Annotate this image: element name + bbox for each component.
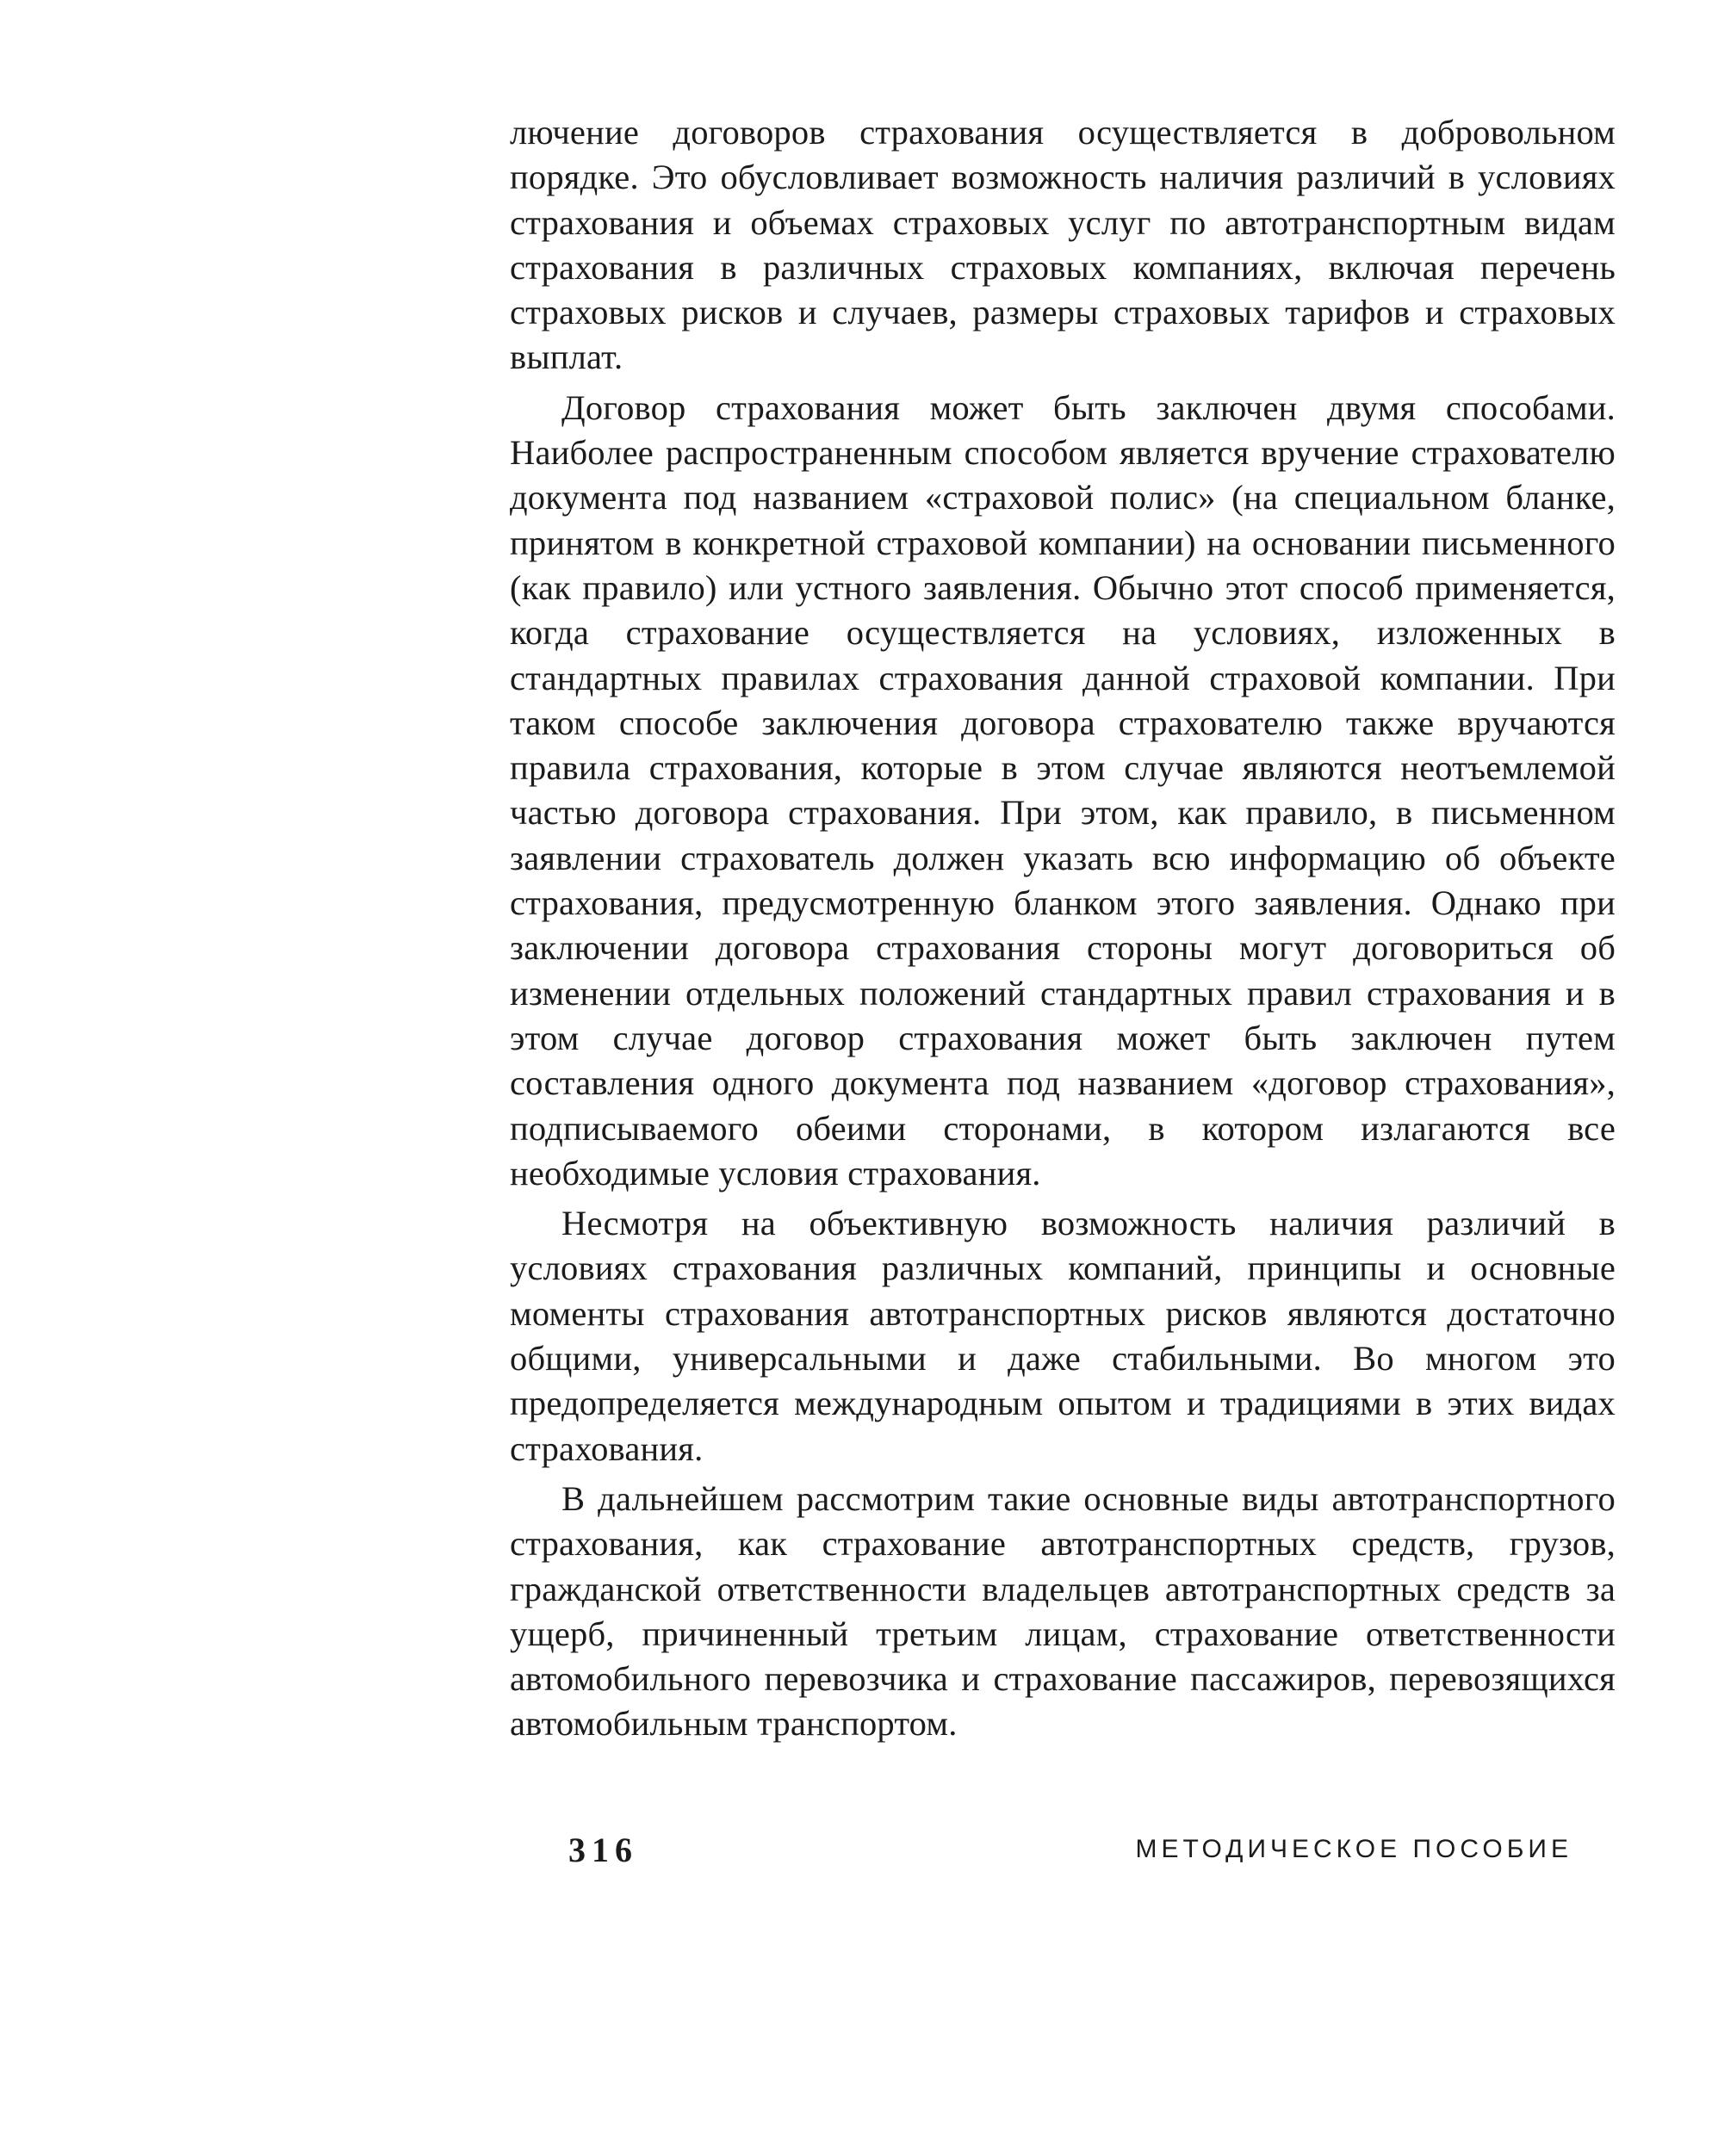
paragraph-types-overview: В дальнейшем рассмотрим такие основные виды автотранспортного страхования, как страхование автотранспортных средств, грузов, гражданской ответственности владельцев автотранспортных средств за ущерб, причиненный третьим лицам, страхование ответственности автомобильного перевозчика и страхование пассажиров, перевозящихся автомобильным транспортом. <box>510 1478 1616 1744</box>
page-footer <box>568 1824 1572 1875</box>
paragraph-contract-methods: Договор страхования может быть заключен двумя способами. Наиболее распространенным способом является вручение страхователю документа под названием «страховой полис» (на специальном бланке, принятом в конкретной страховой компании) на основании письменного (как правило) или устного заявления. Обычно этот способ применяется, когда страхование осуществляется на условиях, изложенных в стандартных правилах страхования данной страховой компании. При таком способе заключения договора страхователю также вручаются правила страхования, которые в этом случае являются неотъемлемой частью договора страхования. При этом, как правило, в письменном заявлении страхователь должен указать всю информацию об объекте страхования, предусмотренную бланком этого заявления. Однако при заключении договора страхования стороны могут договориться об изменении отдельных положений стандартных правил страхования и в этом случае договор страхования может быть заключен путем составления одного документа под названием «договор страхования», подписываемого обеими сторонами, в котором излагаются все необходимые условия страхования. <box>510 387 1616 1193</box>
body-text <box>510 110 1616 1747</box>
paragraph-continuation: лючение договоров страхования осуществляется в добровольном порядке. Это обусловливает возможность наличия различий в условиях страхования и объемах страховых услуг по автотранспортным видам страхования в различных страховых компаниях, включая перечень страховых рисков и случаев, размеры страховых тарифов и страховых выплат. <box>510 113 1616 377</box>
paragraph-principles: Несмотря на объективную возможность наличия различий в условиях страхования различных компаний, принципы и основные моменты страхования автотранспортных рисков являются достаточно общими, универсальными и даже стабильными. Во многом это предопределяется международным опытом и традициями в этих видах страхования. <box>510 1204 1616 1468</box>
running-title: МЕТОДИЧЕСКОЕ ПОСОБИЕ <box>1135 1835 1572 1863</box>
page-number: 316 <box>568 1830 638 1869</box>
